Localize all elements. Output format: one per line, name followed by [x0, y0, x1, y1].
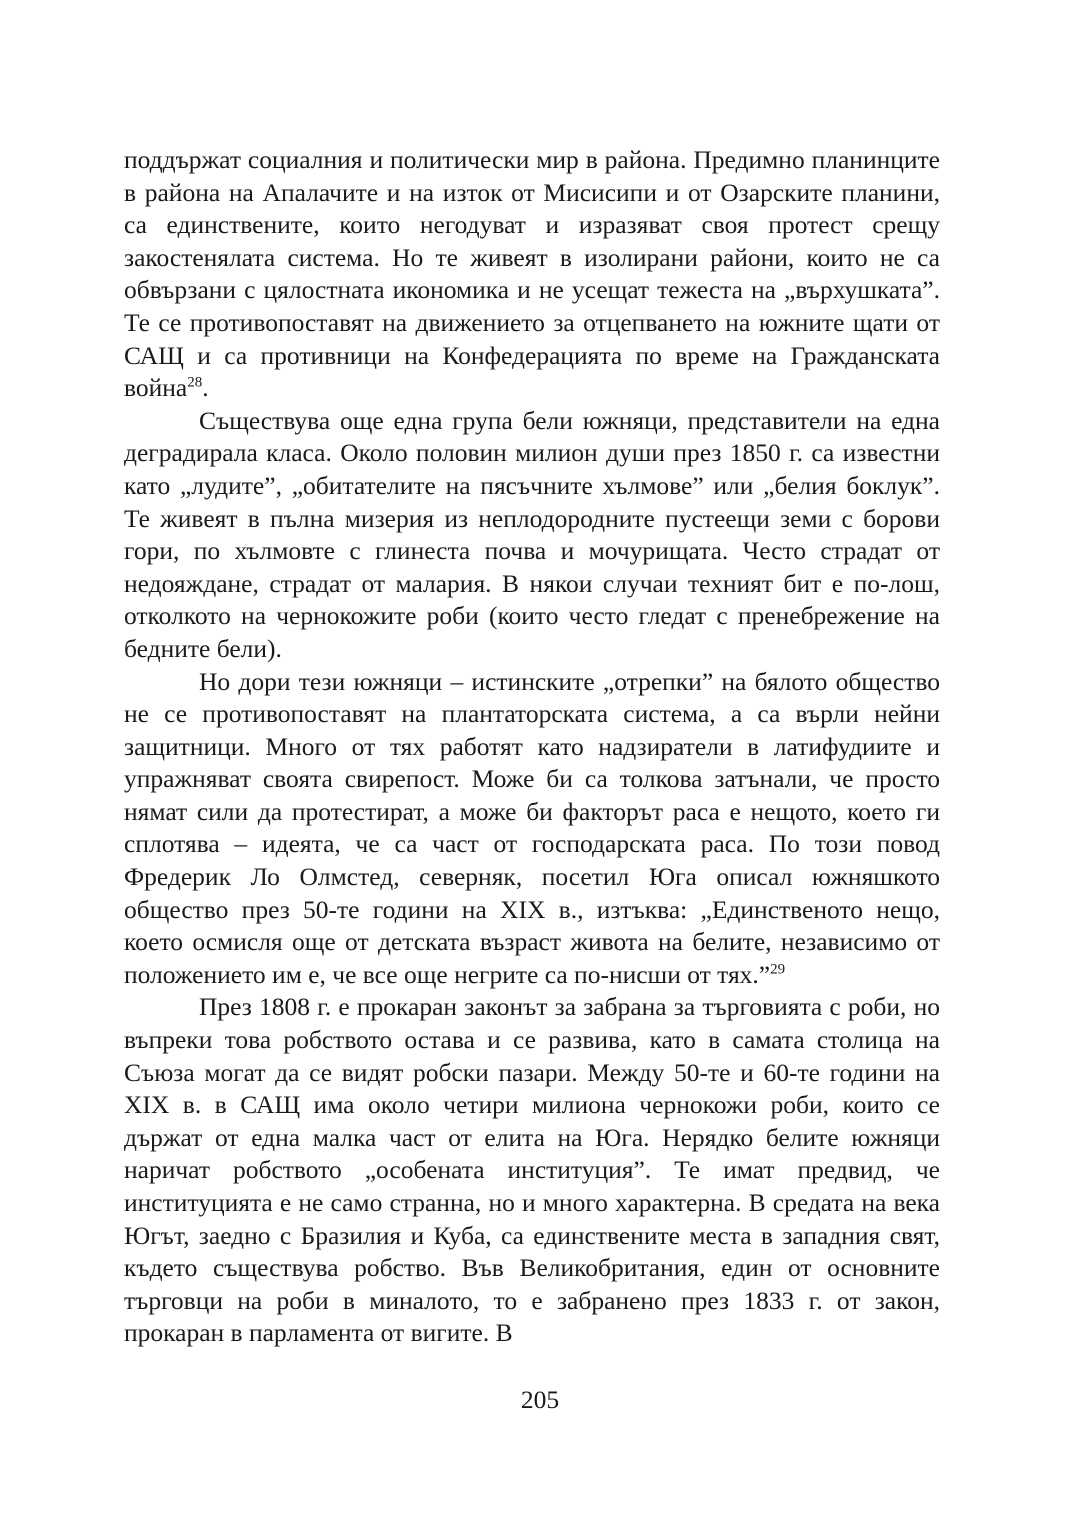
body-text: [124, 144, 940, 1350]
paragraph-4: През 1808 г. е прокаран законът за забрана за търговията с роби, но въпреки това робството остава и се развива, като в самата столица на Съюза могат да се видят робски пазари. Между 50-те и 60-те години на XIX в. в САЩ има около четири милиона чернокожи роби, които се държат от една малка част от елита на Юга. Нерядко белите южняци наричат робството „особената институция”. Те имат предвид, че институцията е не само странна, но и много характерна. В средата на века Югът, заедно с Бразилия и Куба, са единствените места в западния свят, където съществува робство. Във Великобритания, един от основните търговци на роби в миналото, то е забранено през 1833 г. от закон, прокаран в парламента от вигите. В: [124, 992, 940, 1348]
footnote-ref-28: 28: [187, 374, 203, 391]
paragraph-1-tail: .: [202, 373, 209, 403]
footnote-ref-29: 29: [770, 961, 786, 978]
paragraph-1: [124, 144, 940, 405]
paragraph-3: [124, 666, 940, 992]
paragraph-3-text: Но дори тези южняци – истинските „отрепки” на бялото общество не се противопоставят на плантаторската система, а са върли нейни защитници. Много от тях работят като надзиратели в латифудиите и упражняват своята свирепост. Може би са толкова затънали, че просто нямат сили да протестират, а може би факторът раса е нещото, което ги сплотява – идеята, че са част от господарската раса. По този повод Фредерик Ло Олмстед, северняк, посетил Юга описал южняшкото общество през 50-те години на XIX в., изтъква: „Единственото нещо, което осмисля още от детската възраст живота на белите, независимо от положението им е, че все още негрите са по-нисши от тях.”: [124, 666, 940, 989]
page-number: 205: [520, 1385, 560, 1414]
paragraph-1-text: поддържат социалния и политически мир в района. Предимно планинците в района на Апалачите и на изток от Мисисипи и от Озарските планини, са единствените, които негодуват и изразяват своя протест срещу закостенялата система. Но те живеят в изолирани райони, които не са обвързани с цялостната икономика и не усещат тежеста на „върхушката”. Те се противопоставят на движението за отцепването на южните щати от САЩ и са противници на Конфедерацията по време на Гражданската война: [124, 145, 940, 403]
paragraph-2: Съществува още една група бели южняци, представители на една деградирала класа. Около половин милион души през 1850 г. са известни като „лудите”, „обитателите на пясъчните хълмове” или „белия боклук”. Те живеят в пълна мизерия из неплодородните пустеещи земи с борови гори, по хълмовте с глинеста почва и мочурищата. Често страдат от недояждане, страдат от малария. В някои случаи техният бит е по-лош, отколкото на чернокожите роби (които често гледат с пренебрежение на бедните бели).: [124, 405, 940, 663]
